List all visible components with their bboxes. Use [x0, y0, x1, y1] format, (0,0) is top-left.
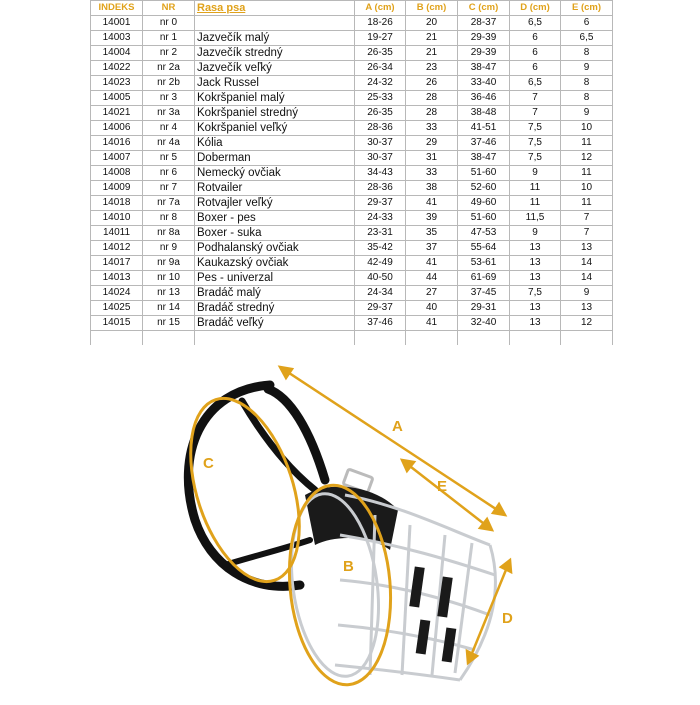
- cell-a: 42-49: [355, 256, 406, 271]
- cell-e: 6: [561, 16, 613, 31]
- cell-breed: Jazvečík veľký: [195, 61, 355, 76]
- cell-breed: Kokršpaniel veľký: [195, 121, 355, 136]
- cell-b: 41: [406, 316, 458, 331]
- table-row: [91, 316, 613, 331]
- cell-b: 31: [406, 151, 458, 166]
- cell-b: 20: [406, 16, 458, 31]
- cell-a: 25-33: [355, 91, 406, 106]
- cell-nr: nr 4a: [143, 136, 195, 151]
- table-row: [91, 301, 613, 316]
- cell-b: 40: [406, 301, 458, 316]
- cell-d: 13: [510, 316, 561, 331]
- cell-a: 29-37: [355, 301, 406, 316]
- cell-empty: [458, 331, 510, 346]
- cell-e: 11: [561, 166, 613, 181]
- cell-d: 7,5: [510, 121, 561, 136]
- table-row: [91, 31, 613, 46]
- cell-c: 38-47: [458, 61, 510, 76]
- header-a: A (cm): [355, 1, 406, 16]
- cell-breed: Kokršpaniel stredný: [195, 106, 355, 121]
- cell-a: 29-37: [355, 196, 406, 211]
- cell-a: 23-31: [355, 226, 406, 241]
- cell-a: 26-35: [355, 106, 406, 121]
- table-row: [91, 76, 613, 91]
- cell-c: 33-40: [458, 76, 510, 91]
- cell-c: 53-61: [458, 256, 510, 271]
- cell-breed: Bradáč malý: [195, 286, 355, 301]
- cell-e: 6,5: [561, 31, 613, 46]
- cell-a: 19-27: [355, 31, 406, 46]
- cell-e: 14: [561, 271, 613, 286]
- cell-empty: [195, 331, 355, 346]
- cell-c: 47-53: [458, 226, 510, 241]
- cell-a: 24-33: [355, 211, 406, 226]
- table-row: [91, 226, 613, 241]
- cell-breed: Rotvailer: [195, 181, 355, 196]
- cell-b: 21: [406, 46, 458, 61]
- cell-index: 14006: [91, 121, 143, 136]
- cell-breed: Kokršpaniel malý: [195, 91, 355, 106]
- cell-empty: [143, 331, 195, 346]
- cell-e: 14: [561, 256, 613, 271]
- cell-index: 14018: [91, 196, 143, 211]
- cell-nr: nr 2: [143, 46, 195, 61]
- cell-breed: Pes - univerzal: [195, 271, 355, 286]
- cell-a: 26-34: [355, 61, 406, 76]
- cell-a: 30-37: [355, 136, 406, 151]
- cell-nr: nr 7a: [143, 196, 195, 211]
- cell-b: 26: [406, 76, 458, 91]
- cell-breed: Boxer - pes: [195, 211, 355, 226]
- cell-d: 6,5: [510, 16, 561, 31]
- cell-c: 52-60: [458, 181, 510, 196]
- cell-index: 14012: [91, 241, 143, 256]
- cell-index: 14025: [91, 301, 143, 316]
- cell-d: 7,5: [510, 151, 561, 166]
- cell-c: 51-60: [458, 211, 510, 226]
- cell-index: 14010: [91, 211, 143, 226]
- cell-index: 14001: [91, 16, 143, 31]
- cell-a: 40-50: [355, 271, 406, 286]
- table-row: [91, 196, 613, 211]
- cell-nr: nr 0: [143, 16, 195, 31]
- cell-e: 7: [561, 211, 613, 226]
- cell-nr: nr 9a: [143, 256, 195, 271]
- header-d: D (cm): [510, 1, 561, 16]
- cell-index: 14015: [91, 316, 143, 331]
- cell-c: 49-60: [458, 196, 510, 211]
- cell-breed: [195, 16, 355, 31]
- cell-c: 29-39: [458, 31, 510, 46]
- cell-index: 14017: [91, 256, 143, 271]
- cell-c: 61-69: [458, 271, 510, 286]
- cell-nr: nr 1: [143, 31, 195, 46]
- cell-e: 8: [561, 76, 613, 91]
- table-row: [91, 181, 613, 196]
- cell-breed: Jazvečík malý: [195, 31, 355, 46]
- cell-nr: nr 10: [143, 271, 195, 286]
- table-row: [91, 46, 613, 61]
- cell-nr: nr 15: [143, 316, 195, 331]
- cell-b: 33: [406, 121, 458, 136]
- cell-c: 29-31: [458, 301, 510, 316]
- cell-breed: Boxer - suka: [195, 226, 355, 241]
- cell-d: 7: [510, 106, 561, 121]
- cell-breed: Kaukazský ovčiak: [195, 256, 355, 271]
- cell-index: 14009: [91, 181, 143, 196]
- cell-index: 14008: [91, 166, 143, 181]
- label-d: D: [502, 610, 513, 627]
- cell-nr: nr 14: [143, 301, 195, 316]
- cell-index: 14005: [91, 91, 143, 106]
- cell-c: 51-60: [458, 166, 510, 181]
- muzzle-illustration: [140, 345, 560, 700]
- table-row: [91, 61, 613, 76]
- cell-e: 10: [561, 121, 613, 136]
- label-b: B: [343, 558, 354, 575]
- cell-c: 36-46: [458, 91, 510, 106]
- cell-b: 37: [406, 241, 458, 256]
- size-table: [90, 0, 613, 345]
- cell-e: 9: [561, 286, 613, 301]
- cell-nr: nr 13: [143, 286, 195, 301]
- table-row: [91, 166, 613, 181]
- cell-a: 18-26: [355, 16, 406, 31]
- header-e: E (cm): [561, 1, 613, 16]
- cell-c: 55-64: [458, 241, 510, 256]
- cell-nr: nr 2b: [143, 76, 195, 91]
- table-body: [91, 16, 613, 346]
- cell-b: 33: [406, 166, 458, 181]
- cell-c: 37-45: [458, 286, 510, 301]
- cell-breed: Kólia: [195, 136, 355, 151]
- cell-index: 14023: [91, 76, 143, 91]
- cell-index: 14021: [91, 106, 143, 121]
- cell-d: 6: [510, 31, 561, 46]
- cell-nr: nr 8: [143, 211, 195, 226]
- cell-breed: Bradáč stredný: [195, 301, 355, 316]
- cell-index: 14016: [91, 136, 143, 151]
- cell-e: 13: [561, 301, 613, 316]
- cage-rubber: [409, 566, 456, 662]
- cell-a: 37-46: [355, 316, 406, 331]
- cell-d: 7,5: [510, 286, 561, 301]
- cell-nr: nr 3a: [143, 106, 195, 121]
- cell-c: 38-48: [458, 106, 510, 121]
- cell-breed: Doberman: [195, 151, 355, 166]
- cell-a: 24-32: [355, 76, 406, 91]
- cell-a: 30-37: [355, 151, 406, 166]
- table-row: [91, 256, 613, 271]
- header-b: B (cm): [406, 1, 458, 16]
- cell-d: 13: [510, 241, 561, 256]
- cell-d: 11,5: [510, 211, 561, 226]
- label-e: E: [437, 478, 448, 495]
- cell-nr: nr 8a: [143, 226, 195, 241]
- cell-a: 35-42: [355, 241, 406, 256]
- cell-b: 35: [406, 226, 458, 241]
- table-header-row: [91, 1, 613, 16]
- header-nr: NR: [143, 1, 195, 16]
- table-row: [91, 241, 613, 256]
- cell-e: 8: [561, 46, 613, 61]
- cell-nr: nr 3: [143, 91, 195, 106]
- cell-index: 14011: [91, 226, 143, 241]
- cell-e: 7: [561, 226, 613, 241]
- cell-nr: nr 9: [143, 241, 195, 256]
- header-index: INDEKS: [91, 1, 143, 16]
- cell-empty: [561, 331, 613, 346]
- table-row: [91, 106, 613, 121]
- cell-nr: nr 4: [143, 121, 195, 136]
- cell-b: 44: [406, 271, 458, 286]
- table-row: [91, 136, 613, 151]
- cell-b: 38: [406, 181, 458, 196]
- cell-empty: [406, 331, 458, 346]
- size-chart: [90, 0, 612, 345]
- cell-a: 26-35: [355, 46, 406, 61]
- cell-b: 23: [406, 61, 458, 76]
- cell-e: 11: [561, 136, 613, 151]
- cell-b: 21: [406, 31, 458, 46]
- cell-e: 12: [561, 151, 613, 166]
- cell-nr: nr 2a: [143, 61, 195, 76]
- cell-breed: Rotvajler veľký: [195, 196, 355, 211]
- cell-e: 9: [561, 106, 613, 121]
- cell-c: 38-47: [458, 151, 510, 166]
- cell-breed: Bradáč veľký: [195, 316, 355, 331]
- cell-c: 41-51: [458, 121, 510, 136]
- cell-c: 29-39: [458, 46, 510, 61]
- cell-d: 9: [510, 166, 561, 181]
- cell-empty: [355, 331, 406, 346]
- table-row: [91, 121, 613, 136]
- cell-a: 34-43: [355, 166, 406, 181]
- cell-breed: Jack Russel: [195, 76, 355, 91]
- header-breed: Rasa psa: [195, 1, 355, 16]
- cell-breed: Podhalanský ovčiak: [195, 241, 355, 256]
- cell-b: 39: [406, 211, 458, 226]
- cell-c: 37-46: [458, 136, 510, 151]
- label-a: A: [392, 418, 403, 435]
- cell-a: 28-36: [355, 181, 406, 196]
- cell-index: 14004: [91, 46, 143, 61]
- table-row: [91, 286, 613, 301]
- cell-e: 11: [561, 196, 613, 211]
- table-row: [91, 211, 613, 226]
- cell-index: 14013: [91, 271, 143, 286]
- table-row: [91, 151, 613, 166]
- label-c: C: [203, 455, 214, 472]
- cell-index: 14024: [91, 286, 143, 301]
- cell-e: 10: [561, 181, 613, 196]
- cell-index: 14022: [91, 61, 143, 76]
- muzzle-drawing: [140, 345, 560, 700]
- cell-d: 7,5: [510, 136, 561, 151]
- cell-breed: Jazvečík stredný: [195, 46, 355, 61]
- cell-e: 13: [561, 241, 613, 256]
- cell-empty: [510, 331, 561, 346]
- cell-e: 12: [561, 316, 613, 331]
- cell-d: 7: [510, 91, 561, 106]
- strap-top: [268, 389, 325, 480]
- cell-c: 28-37: [458, 16, 510, 31]
- cell-d: 6,5: [510, 76, 561, 91]
- cell-nr: nr 6: [143, 166, 195, 181]
- cell-b: 27: [406, 286, 458, 301]
- cell-d: 13: [510, 256, 561, 271]
- cell-d: 13: [510, 301, 561, 316]
- cell-a: 24-34: [355, 286, 406, 301]
- cell-e: 9: [561, 61, 613, 76]
- cell-d: 11: [510, 196, 561, 211]
- cell-empty: [91, 331, 143, 346]
- cell-d: 6: [510, 46, 561, 61]
- cell-d: 11: [510, 181, 561, 196]
- cell-e: 8: [561, 91, 613, 106]
- table-row: [91, 91, 613, 106]
- cell-b: 41: [406, 256, 458, 271]
- table-row: [91, 16, 613, 31]
- cell-index: 14007: [91, 151, 143, 166]
- cell-breed: Nemecký ovčiak: [195, 166, 355, 181]
- cell-c: 32-40: [458, 316, 510, 331]
- header-c: C (cm): [458, 1, 510, 16]
- cell-b: 28: [406, 91, 458, 106]
- cell-d: 13: [510, 271, 561, 286]
- cell-index: 14003: [91, 31, 143, 46]
- cell-a: 28-36: [355, 121, 406, 136]
- cell-d: 9: [510, 226, 561, 241]
- cell-b: 29: [406, 136, 458, 151]
- cell-b: 41: [406, 196, 458, 211]
- table-row: [91, 271, 613, 286]
- table-row-empty: [91, 331, 613, 346]
- cell-nr: nr 7: [143, 181, 195, 196]
- cell-nr: nr 5: [143, 151, 195, 166]
- cell-b: 28: [406, 106, 458, 121]
- cell-d: 6: [510, 61, 561, 76]
